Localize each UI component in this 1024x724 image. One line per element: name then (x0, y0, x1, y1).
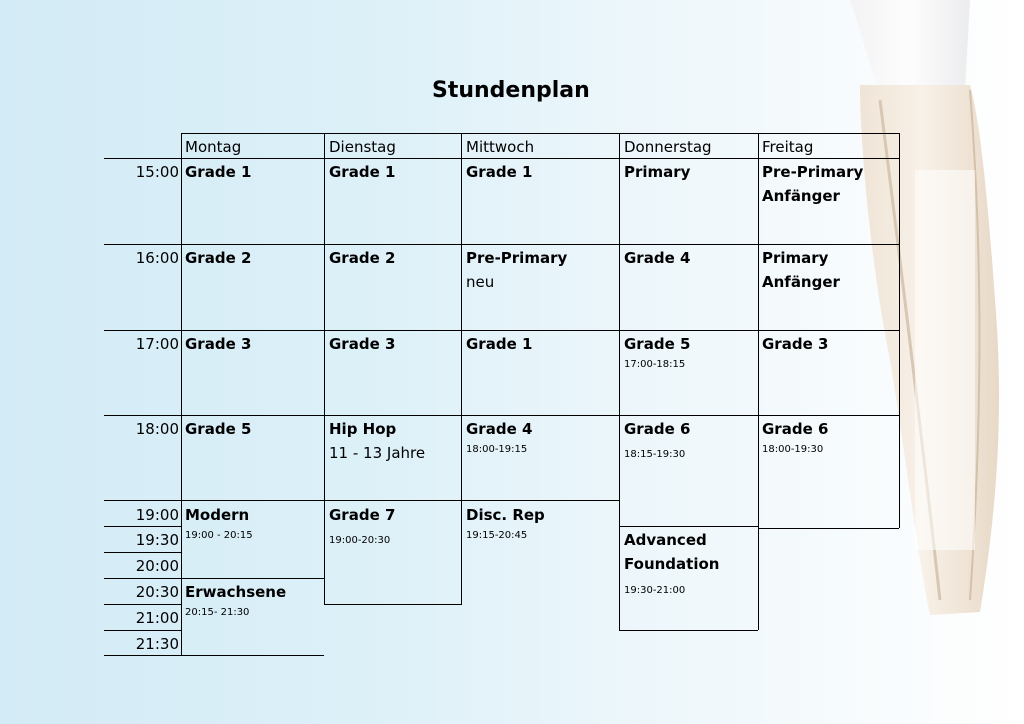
time-label: 18:00 (135, 420, 179, 438)
day-header-donnerstag: Donnerstag (624, 138, 712, 156)
class-freitag-grade6: Grade 6 (762, 420, 829, 438)
class-donnerstag-grade6: Grade 6 (624, 420, 691, 438)
time-label: 20:30 (135, 583, 179, 601)
class-freitag-grade3: Grade 3 (762, 335, 829, 353)
class-montag-1700: Grade 3 (185, 335, 252, 353)
class-donnerstag-advanced: Advanced (624, 531, 707, 549)
time-label: 21:30 (135, 635, 179, 653)
class-dienstag-1600: Grade 2 (329, 249, 396, 267)
class-donnerstag-foundation: Foundation (624, 555, 720, 573)
class-mittwoch-preprimary: Pre-Primary (466, 249, 568, 267)
class-donnerstag-primary: Primary (624, 163, 691, 181)
ballet-shoe-image (820, 0, 1024, 620)
time-label: 19:30 (135, 531, 179, 549)
class-time: 19:00-20:30 (329, 535, 391, 546)
time-label: 21:00 (135, 609, 179, 627)
day-header-mittwoch: Mittwoch (466, 138, 535, 156)
class-time: 18:00-19:30 (762, 444, 824, 455)
class-mittwoch-1700: Grade 1 (466, 335, 533, 353)
class-donnerstag-grade5: Grade 5 (624, 335, 691, 353)
class-note: 11 - 13 Jahre (329, 444, 426, 462)
class-dienstag-hiphop: Hip Hop (329, 420, 397, 438)
class-dienstag-grade7: Grade 7 (329, 506, 396, 524)
class-note: neu (466, 273, 495, 291)
class-time: 19:15-20:45 (466, 530, 528, 541)
time-label: 15:00 (135, 163, 179, 181)
time-label: 19:00 (135, 506, 179, 524)
class-montag-1500: Grade 1 (185, 163, 252, 181)
class-mittwoch-discrep: Disc. Rep (466, 506, 545, 524)
time-label: 16:00 (135, 249, 179, 267)
time-label: 17:00 (135, 335, 179, 353)
day-header-montag: Montag (185, 138, 242, 156)
class-mittwoch-1500: Grade 1 (466, 163, 533, 181)
class-time: 18:00-19:15 (466, 444, 528, 455)
class-donnerstag-grade4: Grade 4 (624, 249, 691, 267)
day-header-dienstag: Dienstag (329, 138, 396, 156)
page-title: Stundenplan (432, 78, 590, 103)
class-mittwoch-grade4: Grade 4 (466, 420, 533, 438)
class-freitag-anfaenger: Anfänger (762, 273, 840, 291)
time-label: 20:00 (135, 557, 179, 575)
class-time: 19:00 - 20:15 (185, 530, 253, 541)
class-freitag-primary: Primary (762, 249, 829, 267)
class-time: 19:30-21:00 (624, 585, 686, 596)
class-freitag-anfaenger: Anfänger (762, 187, 840, 205)
class-dienstag-1500: Grade 1 (329, 163, 396, 181)
class-montag-modern: Modern (185, 506, 250, 524)
class-dienstag-1700: Grade 3 (329, 335, 396, 353)
class-montag-erwachsene: Erwachsene (185, 583, 287, 601)
class-freitag-preprimary: Pre-Primary (762, 163, 864, 181)
class-time: 18:15-19:30 (624, 449, 686, 460)
class-montag-1600: Grade 2 (185, 249, 252, 267)
class-time: 20:15- 21:30 (185, 607, 250, 618)
class-time: 17:00-18:15 (624, 359, 686, 370)
class-montag-1800: Grade 5 (185, 420, 252, 438)
day-header-freitag: Freitag (762, 138, 814, 156)
